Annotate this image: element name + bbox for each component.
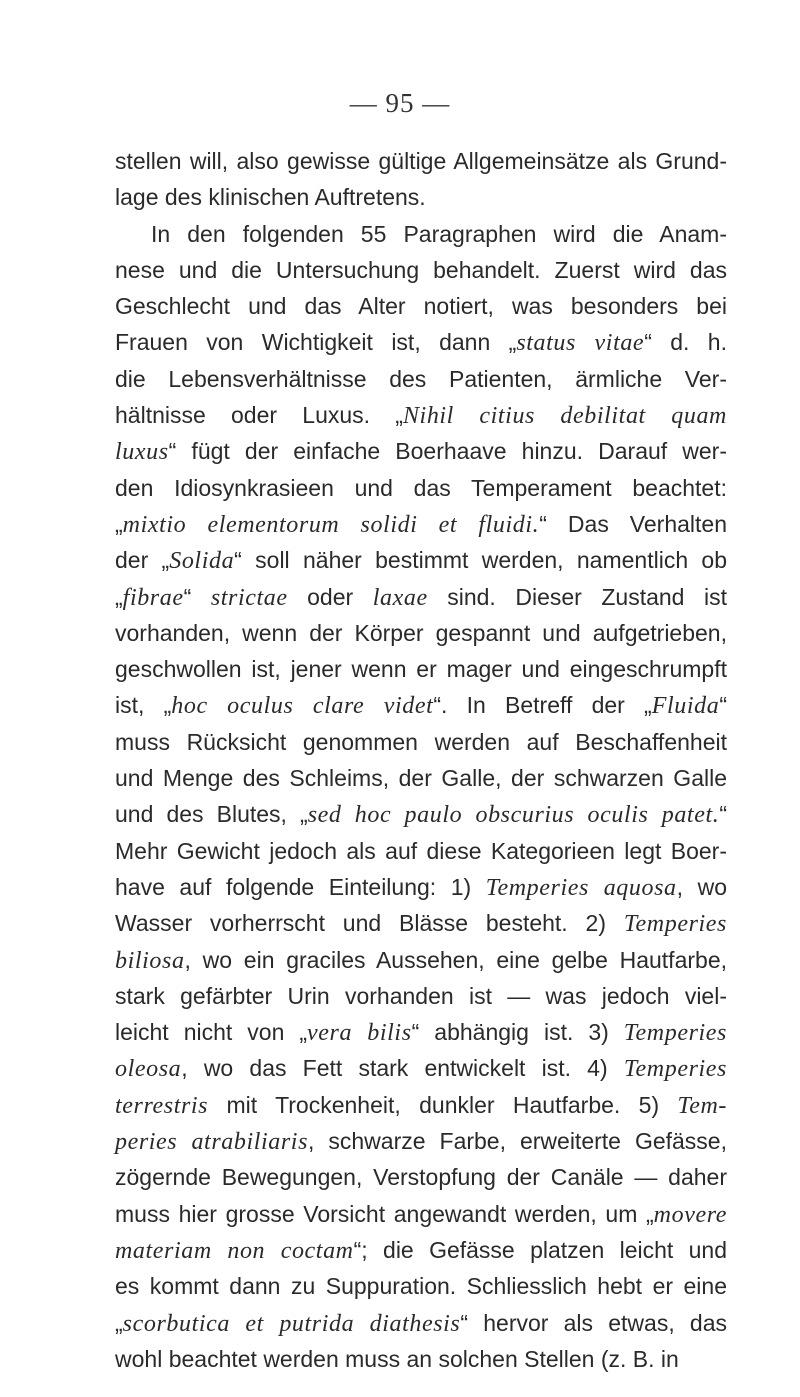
text-segment: “ abhängig ist. 3) — [411, 1019, 624, 1046]
italic-latin-phrase: scorbutica et putrida diathesis — [122, 1310, 461, 1337]
text-segment: Mehr Gewicht jedoch als auf diese Kategorieen legt Boer- — [115, 837, 727, 864]
italic-latin-phrase: hoc oculus clare videt — [171, 693, 434, 720]
text-line — [115, 1087, 727, 1123]
text-segment: die Lebensverhältnisse des Patienten, ärmliche Ver- — [115, 365, 727, 392]
italic-latin-phrase: strictae — [210, 584, 288, 611]
italic-latin-phrase: Fluida — [651, 693, 720, 720]
text-line — [115, 1341, 727, 1377]
text-line — [115, 361, 727, 397]
italic-latin-phrase: laxae — [372, 584, 428, 611]
text-segment: “ — [719, 692, 727, 719]
italic-latin-phrase: biliosa — [115, 947, 185, 974]
italic-latin-phrase: Nihil citius debilitat quam — [402, 403, 727, 430]
text-segment: , wo das Fett stark entwickelt ist. 4) — [181, 1055, 624, 1082]
text-line — [115, 542, 727, 578]
text-segment: geschwollen ist, jener wenn er mager und eingeschrumpft — [115, 656, 727, 683]
text-line — [115, 1014, 727, 1050]
text-line — [115, 687, 727, 723]
text-line — [115, 978, 727, 1014]
text-line — [115, 1050, 727, 1086]
text-line — [115, 216, 727, 252]
text-line — [115, 397, 727, 433]
text-segment: hältnisse oder Luxus. „ — [115, 402, 403, 429]
text-segment: der „ — [115, 547, 170, 574]
text-line — [115, 942, 727, 978]
text-line — [115, 324, 727, 360]
text-segment: , wo — [676, 873, 727, 900]
text-line — [115, 506, 727, 542]
text-segment: muss hier grosse Vorsicht angewandt werden, um „ — [115, 1200, 654, 1227]
text-line — [115, 1268, 727, 1304]
text-segment: „ — [115, 510, 123, 537]
text-line — [115, 905, 727, 941]
text-line — [115, 869, 727, 905]
text-line — [115, 288, 727, 324]
text-line — [115, 1305, 727, 1341]
text-segment: vorhanden, wenn der Körper gespannt und aufgetrieben, — [115, 619, 727, 646]
text-line — [115, 1159, 727, 1195]
text-segment: “ hervor als etwas, das — [460, 1309, 727, 1336]
text-segment: “ soll näher bestimmt werden, namentlich ob — [234, 547, 728, 574]
text-segment: muss Rücksicht genommen werden auf Beschaffenheit — [115, 728, 727, 755]
text-segment: stark gefärbter Urin vorhanden ist — was jedoch viel- — [115, 982, 727, 1009]
text-segment: “ Das Verhalten — [539, 510, 727, 537]
italic-latin-phrase: oleosa — [115, 1056, 182, 1083]
italic-latin-phrase: peries atrabiliaris — [115, 1129, 309, 1156]
italic-latin-phrase: Temperies — [623, 1056, 727, 1083]
text-segment: mit Trockenheit, dunkler Hautfarbe. 5) — [208, 1091, 678, 1118]
text-line — [115, 796, 727, 832]
text-segment: sind. Dieser Zustand ist — [427, 583, 727, 610]
text-line — [115, 1232, 727, 1268]
text-segment: ist, „ — [115, 692, 172, 719]
text-segment: Wasser vorherrscht und Blässe besteht. 2) — [115, 910, 624, 937]
text-segment: “ — [183, 583, 211, 610]
text-segment: und Menge des Schleims, der Galle, der schwarzen Galle — [115, 765, 727, 792]
italic-latin-phrase: sed hoc paulo obscurius oculis patet. — [307, 802, 720, 829]
italic-latin-phrase: Temperies — [623, 911, 727, 938]
text-line — [115, 470, 727, 506]
italic-latin-phrase: Tem- — [677, 1092, 727, 1119]
text-segment: “ fügt der einfache Boerhaave hinzu. Darauf wer- — [168, 438, 727, 465]
text-segment: “ d. h. — [644, 329, 727, 356]
body-text — [115, 143, 727, 1377]
text-segment: “; die Gefässe platzen leicht und — [353, 1236, 727, 1263]
text-segment: have auf folgende Einteilung: 1) — [115, 873, 486, 900]
text-segment: Frauen von Wichtigkeit ist, dann „ — [115, 329, 517, 356]
text-line — [115, 651, 727, 687]
text-segment: In den folgenden 55 Paragraphen wird die Anam- — [151, 220, 727, 247]
text-segment: stellen will, also gewisse gültige Allgemeinsätze als Grund- — [115, 148, 727, 174]
italic-latin-phrase: vera bilis — [307, 1020, 412, 1047]
text-segment: “. In Betreff der „ — [433, 692, 652, 719]
text-line — [115, 724, 727, 760]
text-line — [115, 833, 727, 869]
text-line — [115, 615, 727, 651]
text-segment: , schwarze Farbe, erweiterte Gefässe, — [308, 1128, 727, 1155]
text-line — [115, 1123, 727, 1159]
text-segment: es kommt dann zu Suppuration. Schliesslich hebt er eine — [115, 1273, 727, 1300]
text-line — [115, 179, 727, 215]
text-line — [115, 143, 727, 179]
text-segment: und des Blutes, „ — [115, 801, 308, 828]
text-segment: den Idiosynkrasieen und das Temperament beachtet: — [115, 474, 727, 501]
text-line — [115, 1196, 727, 1232]
text-segment: nese und die Untersuchung behandelt. Zuerst wird das — [115, 256, 727, 283]
italic-latin-phrase: luxus — [115, 439, 169, 466]
text-segment: zögernde Bewegungen, Verstopfung der Canäle — daher — [115, 1164, 727, 1191]
text-segment: Geschlecht und das Alter notiert, was besonders bei — [115, 293, 727, 320]
text-segment: „ — [115, 1309, 123, 1336]
italic-latin-phrase: fibrae — [122, 584, 184, 611]
text-line — [115, 760, 727, 796]
text-line — [115, 252, 727, 288]
text-segment: lage des klinischen Auftretens. — [115, 184, 426, 211]
text-segment: leicht nicht von „ — [115, 1019, 308, 1046]
page-number: — 95 — — [349, 88, 451, 118]
text-segment: wohl beachtet werden muss an solchen Stellen (z. B. in — [115, 1345, 679, 1372]
text-segment: , wo ein graciles Aussehen, eine gelbe Hautfarbe, — [184, 946, 727, 973]
italic-latin-phrase: movere — [653, 1201, 727, 1228]
text-segment: “ — [719, 801, 727, 828]
italic-latin-phrase: terrestris — [115, 1092, 209, 1119]
text-segment: „ — [115, 583, 123, 610]
italic-latin-phrase: materiam non coctam — [115, 1237, 354, 1264]
italic-latin-phrase: mixtio elementorum solidi et fluidi. — [122, 511, 540, 538]
italic-latin-phrase: Solida — [169, 548, 235, 575]
italic-latin-phrase: status vitae — [516, 330, 645, 357]
italic-latin-phrase: Temperies — [623, 1020, 727, 1047]
text-segment: oder — [287, 583, 373, 610]
text-line — [115, 579, 727, 615]
text-line — [115, 433, 727, 469]
italic-latin-phrase: Temperies aquosa — [485, 874, 677, 901]
